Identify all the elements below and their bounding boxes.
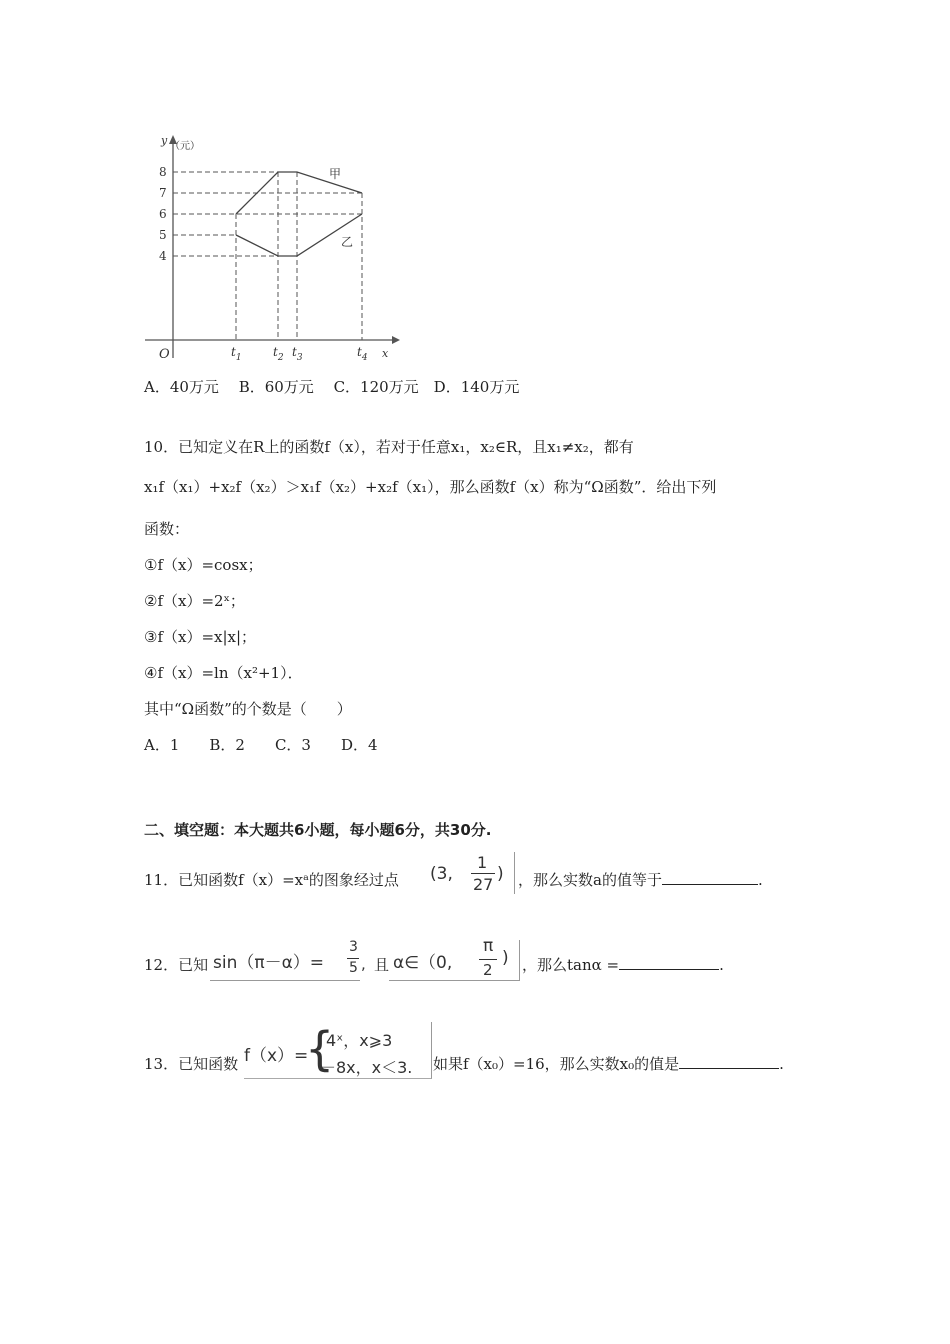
q13-suffix-text: 如果f（x₀）=16，那么实数x₀的值是 xyxy=(433,1055,680,1073)
q10-line2: x₁f（x₁）+x₂f（x₂）＞x₁f（x₂）+x₂f（x₁），那么函数f（x）称为“Ω函数”．给出下列 xyxy=(144,478,717,496)
q13-end: . xyxy=(779,1055,784,1073)
x-tick-label: $t_4$ xyxy=(357,345,368,363)
q9-options: A．40万元 B．60万元 C．120万元 D．140万元 xyxy=(144,378,520,396)
q12-answer-blank[interactable] xyxy=(619,955,719,970)
q10-options: A．1 B．2 C．3 D．4 xyxy=(144,736,378,754)
q11-prefix: 11．已知函数f（x）=xᵃ的图象经过点 xyxy=(144,871,399,889)
q11-point-right: ) xyxy=(497,864,504,884)
x-axis-label: x xyxy=(382,347,389,360)
y-tick-label: 8 xyxy=(159,165,167,179)
q11-point-num: 1 xyxy=(477,853,488,872)
x-tick-subscript: 2 xyxy=(277,353,284,363)
origin-label: O xyxy=(159,347,170,362)
q12-alpha-bar xyxy=(479,959,497,960)
q10-item4: ④f（x）=ln（x²+1）． xyxy=(144,664,303,682)
q12-alpha-den: 2 xyxy=(483,961,493,979)
q12-sin-expr: sin（π－α）= xyxy=(213,953,325,973)
q13-brace: { xyxy=(305,1022,335,1076)
q10-line3: 函数： xyxy=(144,520,190,538)
q10-line1: 10．已知定义在R上的函数f（x），若对于任意x₁，x₂∈R，且x₁≠x₂，都有 xyxy=(144,438,634,456)
q12-alpha-num: π xyxy=(483,936,494,956)
y-tick-label: 6 xyxy=(159,207,167,221)
q12-sin-bar xyxy=(347,958,359,959)
q11-end: . xyxy=(757,871,763,889)
q10-item2: ②f（x）=2ˣ； xyxy=(144,592,245,610)
q13-prefix: 13．已知函数 xyxy=(144,1055,239,1073)
q10-item1: ①f（x）=cosx； xyxy=(144,556,263,574)
q12-end: . xyxy=(719,956,724,974)
y-tick-label: 4 xyxy=(159,249,167,263)
x-tick-label: $t_1$ xyxy=(231,345,242,363)
x-axis-arrow xyxy=(392,336,400,344)
x-tick-label: $t_2$ xyxy=(273,345,284,363)
y-tick-label: 7 xyxy=(159,186,167,200)
q13-f-expr: f（x）= xyxy=(244,1046,309,1066)
q10-item3: ③f（x）=x|x|； xyxy=(144,628,257,646)
q11-point-left: (3, xyxy=(430,864,453,884)
q11-suffix xyxy=(518,870,763,890)
q12-suffix xyxy=(522,955,724,975)
q13-answer-blank[interactable] xyxy=(679,1054,779,1069)
section2-heading: 二、填空题：本大题共6小题，每小题6分，共30分. xyxy=(144,821,492,839)
q12-sin-num: 3 xyxy=(349,939,358,955)
q10-question: 其中“Ω函数”的个数是（ ） xyxy=(144,700,352,718)
q12-suffix-text: ，那么tanα = xyxy=(522,956,620,974)
y-tick-label: 5 xyxy=(159,228,167,242)
x-tick-subscript: 4 xyxy=(361,353,368,363)
series-label: 甲 xyxy=(329,167,342,181)
y-axis-unit-label: （元） xyxy=(170,141,200,152)
q11-point-den: 27 xyxy=(473,875,494,894)
q13-case1: 4ˣ，x⩾3 xyxy=(326,1031,393,1050)
q13-suffix xyxy=(433,1054,784,1074)
x-tick-subscript: 3 xyxy=(296,353,303,363)
q12-alpha-end: ) xyxy=(502,948,509,968)
q12-sin-den: 5 xyxy=(349,960,358,976)
q12-prefix: 12．已知 xyxy=(144,956,209,974)
x-tick-subscript: 1 xyxy=(235,353,242,363)
price-chart xyxy=(130,130,420,370)
q13-case2: －8x，x＜3. xyxy=(320,1058,413,1077)
q12-alpha-expr: α∈（0, xyxy=(393,953,453,973)
q12-mid: 且 xyxy=(374,956,390,974)
q11-fraction-bar xyxy=(471,873,495,874)
series-label: 乙 xyxy=(341,235,354,249)
q11-suffix-text: ，那么实数a的值等于 xyxy=(518,871,662,889)
x-tick-label: $t_3$ xyxy=(292,345,303,363)
q12-sin-end: , xyxy=(361,955,366,973)
y-axis-label: y xyxy=(161,134,168,147)
q11-answer-blank[interactable] xyxy=(662,870,758,885)
